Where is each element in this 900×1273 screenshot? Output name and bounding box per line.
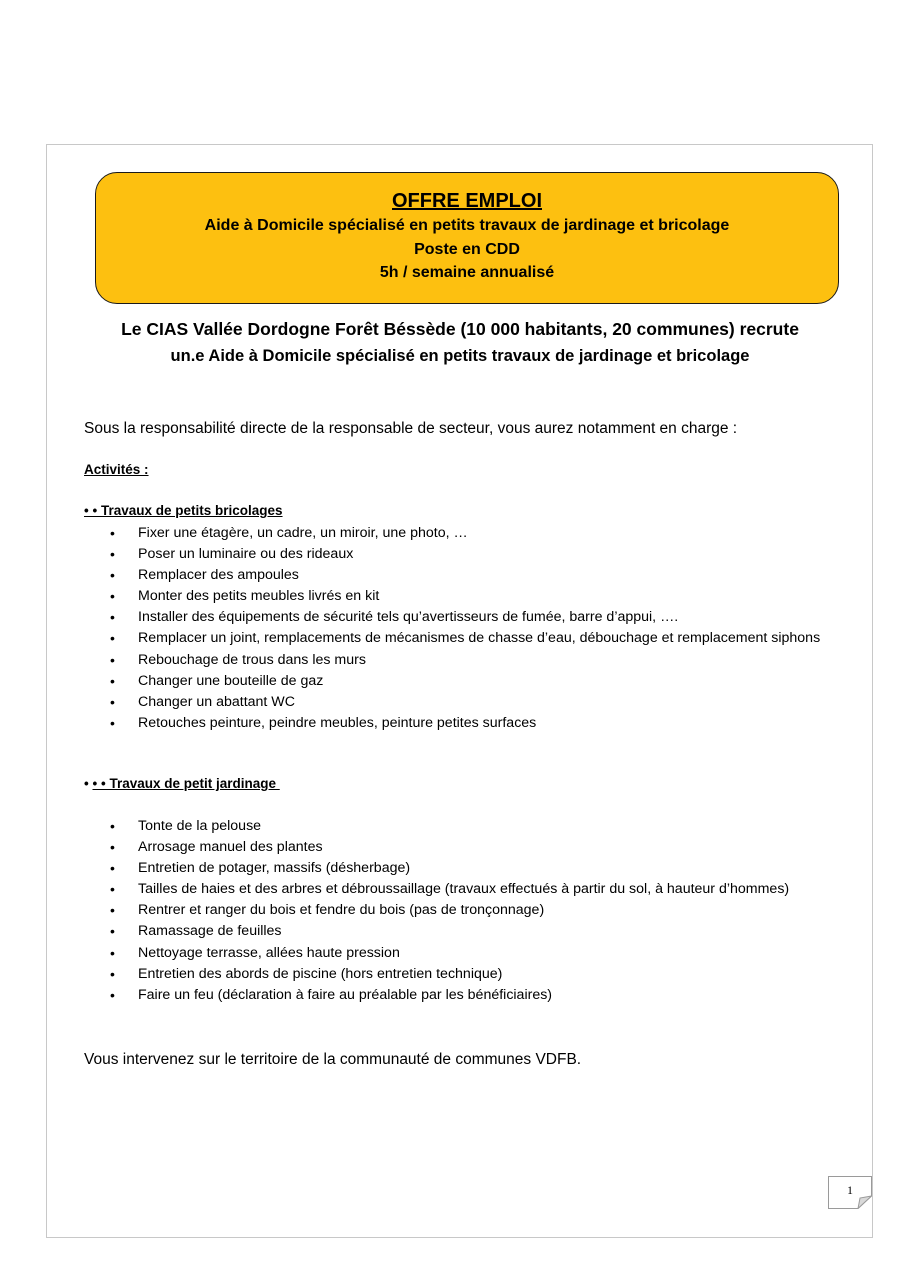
- list-item: [84, 523, 824, 544]
- list-item-text: Monter des petits meubles livrés en kit: [138, 588, 380, 605]
- jardinage-list: [84, 816, 824, 1006]
- bricolage-heading-text: • • Travaux de petits bricolages: [84, 503, 283, 518]
- job-title-line: Aide à Domicile spécialisé en petits travaux de jardinage et bricolage: [204, 217, 730, 234]
- list-item: [84, 900, 824, 921]
- list-item: [84, 858, 824, 879]
- subtitle-line-2: un.e Aide à Domicile spécialisé en petits travaux de jardinage et bricolage: [170, 347, 750, 365]
- recruitment-subtitle: [60, 316, 860, 369]
- bullet-icon: •: [110, 860, 115, 877]
- bullet-icon: •: [110, 965, 115, 982]
- list-item: [84, 544, 824, 565]
- bullet-icon: •: [110, 525, 115, 541]
- list-item: [84, 964, 824, 985]
- jardinage-heading-prefix: •: [84, 776, 93, 791]
- bricolage-list: [84, 523, 824, 734]
- list-item: [84, 713, 824, 734]
- job-offer-header-box: [95, 172, 839, 304]
- list-item: [84, 628, 824, 649]
- list-item-text: Changer une bouteille de gaz: [138, 672, 324, 689]
- list-item-text: Remplacer un joint, remplacements de mécanismes de chasse d’eau, débouchage et remplacement siphons: [138, 630, 821, 647]
- bullet-icon: •: [110, 881, 115, 898]
- list-item: [84, 879, 824, 900]
- list-item-text: Rentrer et ranger du bois et fendre du bois (pas de tronçonnage): [138, 902, 545, 919]
- hours-line: 5h / semaine annualisé: [379, 264, 555, 281]
- bullet-icon: •: [110, 546, 115, 563]
- bullet-icon: •: [110, 693, 115, 710]
- jardinage-heading: [84, 776, 280, 791]
- list-item: [84, 692, 824, 713]
- list-item-text: Faire un feu (déclaration à faire au préalable par les bénéficiaires): [138, 986, 553, 1003]
- list-item-text: Tailles de haies et des arbres et débroussaillage (travaux effectués à partir du sol, à hauteur d’hommes): [138, 881, 790, 898]
- page-number-box: [828, 1176, 872, 1209]
- activities-heading: Activités :: [84, 462, 149, 477]
- bullet-icon: •: [110, 986, 115, 1003]
- list-item-text: Installer des équipements de sécurité tels qu’avertisseurs de fumée, barre d’appui, ….: [138, 609, 679, 626]
- list-item: [84, 943, 824, 964]
- bullet-icon: •: [110, 839, 115, 856]
- list-item: [84, 816, 824, 837]
- contract-type-line: Poste en CDD: [414, 240, 520, 258]
- list-item: [84, 921, 824, 942]
- offer-title: OFFRE EMPLOI: [392, 190, 542, 212]
- bullet-icon: •: [110, 923, 115, 940]
- bullet-icon: •: [110, 567, 115, 584]
- bullet-icon: •: [110, 630, 115, 647]
- list-item-text: Changer un abattant WC: [138, 693, 295, 710]
- list-item: [84, 565, 824, 586]
- bullet-icon: •: [110, 609, 115, 626]
- bullet-icon: •: [110, 672, 115, 689]
- intro-paragraph: Sous la responsabilité directe de la responsable de secteur, vous aurez notamment en charge :: [84, 420, 738, 437]
- list-item: [84, 586, 824, 607]
- jardinage-heading-text: • • Travaux de petit jardinage: [92, 776, 280, 791]
- bullet-icon: •: [110, 651, 115, 668]
- list-item-text: Remplacer des ampoules: [138, 567, 299, 584]
- page-number: 1: [847, 1183, 853, 1197]
- list-item-text: Tonte de la pelouse: [138, 818, 262, 834]
- list-item-text: Poser un luminaire ou des rideaux: [138, 546, 354, 563]
- list-item: [84, 671, 824, 692]
- bullet-icon: •: [110, 818, 115, 834]
- bullet-icon: •: [110, 714, 115, 731]
- closing-paragraph: Vous intervenez sur le territoire de la communauté de communes VDFB.: [84, 1051, 582, 1068]
- list-item-text: Retouches peinture, peindre meubles, peinture petites surfaces: [138, 714, 537, 731]
- list-item-text: Entretien des abords de piscine (hors entretien technique): [138, 965, 503, 982]
- subtitle-line-1: Le CIAS Vallée Dordogne Forêt Béssède (10 000 habitants, 20 communes) recrute: [121, 319, 799, 339]
- list-item-text: Rebouchage de trous dans les murs: [138, 651, 366, 668]
- list-item: [84, 837, 824, 858]
- bullet-icon: •: [110, 944, 115, 961]
- list-item-text: Entretien de potager, massifs (désherbage): [138, 860, 411, 877]
- list-item-text: Arrosage manuel des plantes: [138, 839, 323, 856]
- bullet-icon: •: [110, 902, 115, 919]
- bricolage-heading: [84, 503, 283, 518]
- list-item: [84, 607, 824, 628]
- list-item: [84, 985, 824, 1006]
- list-item-text: Fixer une étagère, un cadre, un miroir, une photo, …: [138, 525, 468, 541]
- bullet-icon: •: [110, 588, 115, 605]
- list-item-text: Nettoyage terrasse, allées haute pression: [138, 944, 400, 961]
- list-item-text: Ramassage de feuilles: [138, 923, 282, 940]
- list-item: [84, 650, 824, 671]
